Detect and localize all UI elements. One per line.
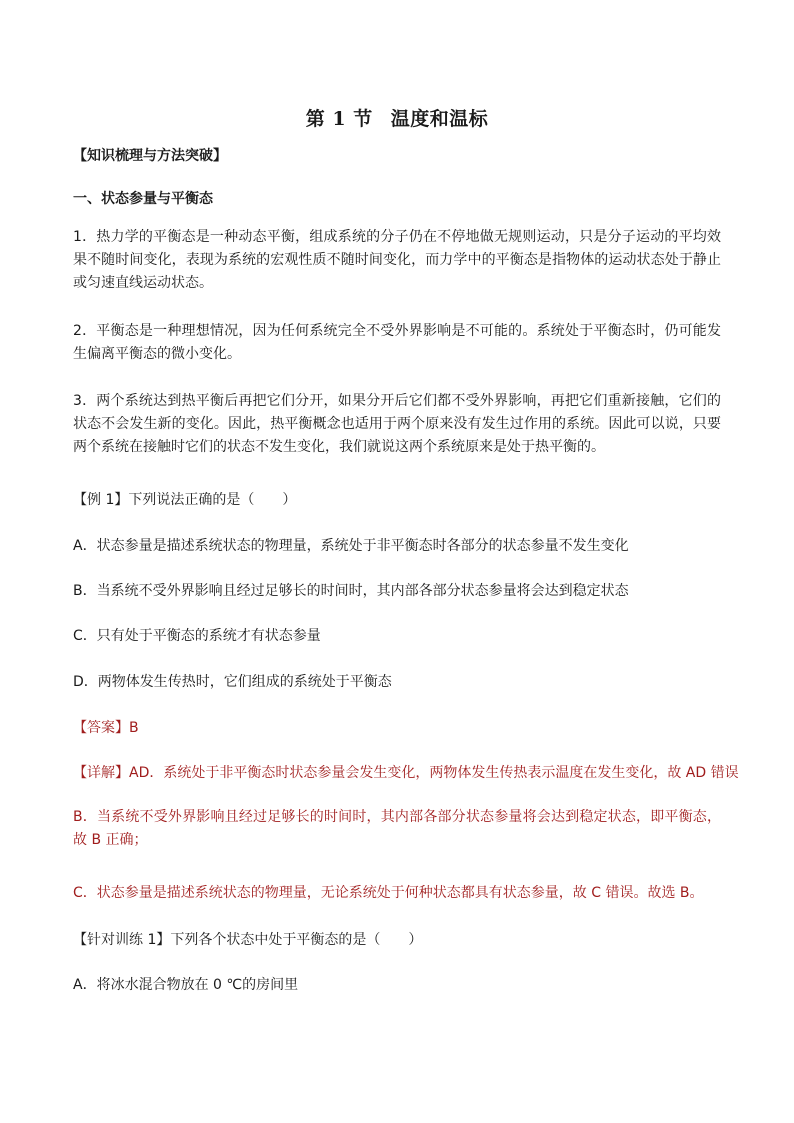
detail-label: 【详解】 — [73, 765, 129, 781]
training-question: 【针对训练 1】下列各个状态中处于平衡态的是（ ） — [73, 932, 423, 948]
subsection-heading: 一、状态参量与平衡态 — [73, 191, 213, 207]
paragraph-2: 2．平衡态是一种理想情况，因为任何系统完全不受外界影响是不可能的。系统处于平衡态时，仍可能发生偏离平衡态的微小变化。 — [73, 323, 721, 362]
detail-line-1 — [73, 762, 739, 785]
title-topic: 温度和温标 — [390, 108, 489, 130]
example-question: 【例 1】下列说法正确的是（ ） — [73, 492, 297, 508]
option-a: A．状态参量是描述系统状态的物理量，系统处于非平衡态时各部分的状态参量不发生变化 — [73, 538, 629, 554]
option-b: B．当系统不受外界影响且经过足够长的时间时，其内部各部分状态参量将会达到稳定状态 — [73, 583, 629, 599]
answer: 【答案】B — [73, 720, 139, 736]
paragraph-3: 3．两个系统达到热平衡后再把它们分开，如果分开后它们都不受外界影响，再把它们重新接触，它们的状态不会发生新的变化。因此，热平衡概念也适用于两个原来没有发生过作用的系统。因此可以说，只要两个系统在接触时它们的状态不发生变化，我们就说这两个系统原来是处于热平衡的。 — [73, 393, 721, 455]
detail-line-2: B．当系统不受外界影响且经过足够长的时间时，其内部各部分状态参量将会达到稳定状态，即平衡态，故 B 正确； — [73, 809, 721, 848]
option-c: C．只有处于平衡态的系统才有状态参量 — [73, 628, 321, 644]
detail-ad: AD．系统处于非平衡态时状态参量会发生变化，两物体发生传热表示温度在发生变化，故 AD 错误 — [129, 765, 739, 781]
option-d: D．两物体发生传热时，它们组成的系统处于平衡态 — [73, 674, 392, 690]
section-header: 【知识梳理与方法突破】 — [73, 148, 227, 164]
paragraph-1: 1．热力学的平衡态是一种动态平衡，组成系统的分子仍在不停地做无规则运动，只是分子运动的平均效果不随时间变化，表现为系统的宏观性质不随时间变化，而力学中的平衡态是指物体的运动状态处于静止或匀速直线运动状态。 — [73, 229, 721, 291]
detail-line-3: C．状态参量是描述系统状态的物理量，无论系统处于何种状态都具有状态参量，故 C 错误。故选 B。 — [73, 885, 704, 901]
training-option-a: A．将冰水混合物放在 0 ℃的房间里 — [73, 977, 299, 993]
page-title — [0, 104, 794, 131]
title-lesson-number: 第 1 节 — [305, 108, 373, 130]
